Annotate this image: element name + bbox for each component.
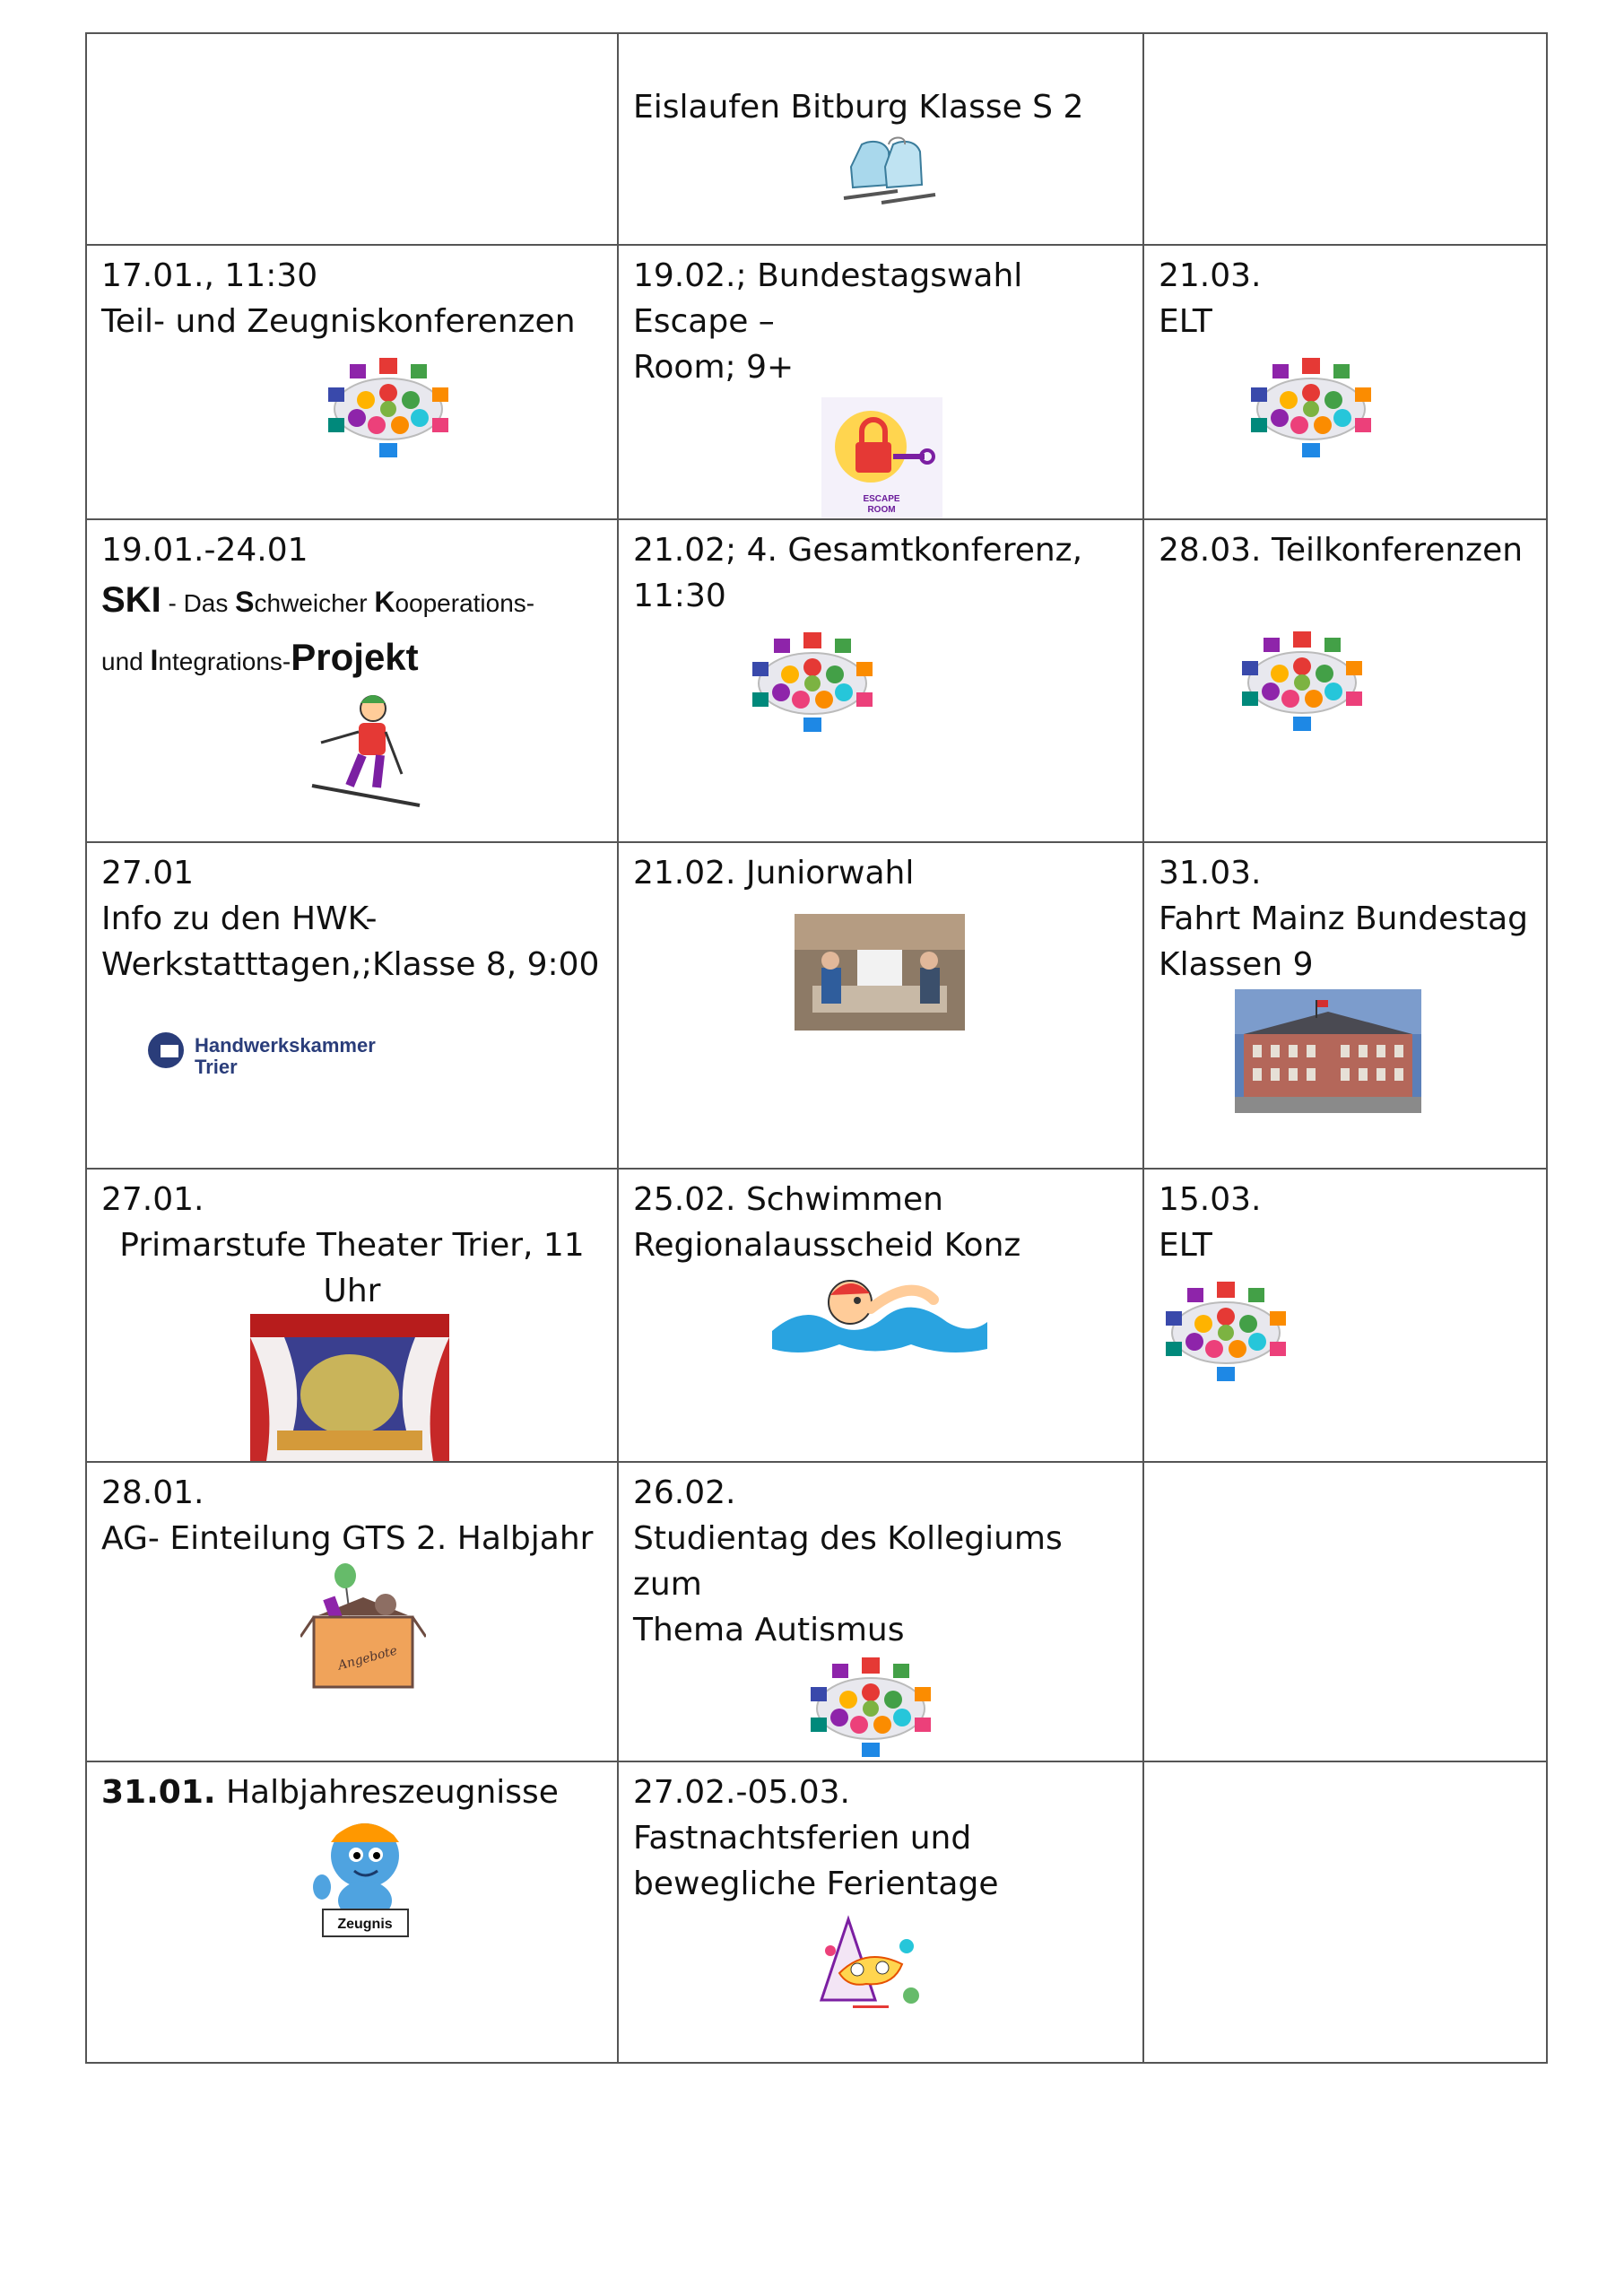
ski-projekt: Projekt	[291, 636, 419, 678]
cell-elt	[1143, 245, 1547, 519]
ski-pre: - Das	[161, 589, 236, 617]
event-date: 17.01., 11:30	[101, 257, 318, 294]
event-date-title: 21.02. Juniorwahl	[633, 855, 915, 891]
event-title: Halbjahreszeugnisse	[215, 1774, 559, 1811]
box-label: Angebote	[336, 1643, 399, 1674]
ski-word: chweicher	[254, 589, 375, 617]
event-title: ELT	[1159, 1227, 1212, 1264]
cell-empty	[1143, 1761, 1547, 2063]
ski-word: ooperations-	[395, 589, 535, 617]
event-title: AG- Einteilung GTS 2. Halbjahr	[101, 1520, 594, 1557]
ice-skates-icon	[835, 135, 942, 225]
event-date-title: 25.02. Schwimmen	[633, 1181, 943, 1218]
cell-ag-einteilung	[86, 1462, 618, 1761]
swimmer-icon	[768, 1268, 992, 1358]
ski-letter: I	[150, 644, 159, 676]
cell-ski-projekt	[86, 519, 618, 842]
skier-icon	[303, 689, 429, 814]
carnival-mask-icon	[803, 1910, 938, 2018]
event-title: ELT	[1159, 303, 1212, 340]
conference-table-icon	[321, 353, 456, 461]
table-row	[86, 1462, 1547, 1761]
event-title: Studientag des Kollegiums zum	[633, 1520, 1063, 1603]
conference-table-icon	[1244, 353, 1378, 461]
landtag-building-icon	[1235, 989, 1421, 1113]
cell-elt-2	[1143, 1169, 1547, 1462]
cell-fahrt-mainz	[1143, 842, 1547, 1169]
cell-fastnachtsferien	[618, 1761, 1143, 2063]
event-title: Fastnachtsferien und	[633, 1820, 972, 1857]
toy-box-icon	[300, 1561, 426, 1696]
event-date: 31.03.	[1159, 855, 1262, 891]
cell-zeugniskonferenzen	[86, 245, 618, 519]
event-title: Fahrt Mainz Bundestag	[1159, 900, 1529, 937]
event-title-continued: Room; 9+	[633, 349, 795, 386]
event-date-title	[101, 1770, 603, 1815]
event-date-title: 19.02.; Bundestagswahl Escape –	[633, 257, 1023, 340]
table-row	[86, 842, 1547, 1169]
escape-room-icon	[821, 397, 942, 518]
event-title: Eislaufen Bitburg Klasse S 2	[633, 89, 1084, 126]
cell-theater	[86, 1169, 618, 1462]
event-title: Info zu den HWK-	[101, 900, 378, 937]
logo-text: Handwerkskammer	[195, 1034, 376, 1057]
event-date: 27.01	[101, 855, 195, 891]
table-row	[86, 33, 1547, 245]
event-title: Teil- und Zeugniskonferenzen	[101, 303, 576, 340]
event-title-continued: Klassen 9	[1159, 946, 1314, 983]
cell-teilkonferenzen	[1143, 519, 1547, 842]
event-title-continued: Regionalausscheid Konz	[633, 1227, 1021, 1264]
cell-empty	[1143, 33, 1547, 245]
theater-stage-icon	[250, 1314, 449, 1461]
event-date-title: 28.03. Teilkonferenzen	[1159, 532, 1524, 569]
cell-eislaufen	[618, 33, 1143, 245]
event-title-continued: Werkstatttagen,;Klasse 8, 9:00	[101, 946, 600, 983]
icon-caption: ESCAPE	[863, 494, 900, 504]
event-date: 19.01.-24.01	[101, 532, 308, 569]
ski-project-title	[101, 573, 603, 689]
cell-studientag	[618, 1462, 1143, 1761]
ski-abbr: SKI	[101, 580, 161, 620]
cell-empty	[1143, 1462, 1547, 1761]
cell-hwk	[86, 842, 618, 1169]
event-time: 11:30	[633, 578, 726, 614]
cell-empty	[86, 33, 618, 245]
table-row	[86, 1169, 1547, 1462]
ski-word: ntegrations-	[158, 648, 291, 675]
event-date-title: 21.02; 4. Gesamtkonferenz,	[633, 532, 1083, 569]
table-row	[86, 245, 1547, 519]
conference-table-icon	[803, 1653, 938, 1761]
calendar-table	[85, 32, 1548, 2064]
cell-gesamtkonferenz	[618, 519, 1143, 842]
conference-table-icon	[745, 628, 880, 735]
cell-halbjahreszeugnisse	[86, 1761, 618, 2063]
event-date: 27.01.	[101, 1181, 204, 1218]
conference-table-icon	[1159, 1277, 1293, 1385]
table-row	[86, 1761, 1547, 2063]
event-date: 27.02.-05.03.	[633, 1774, 850, 1811]
cell-escape-room	[618, 245, 1143, 519]
event-title-continued: Thema Autismus	[633, 1612, 905, 1648]
ski-letter: S	[235, 586, 255, 618]
cell-schwimmen	[618, 1169, 1143, 1462]
sign-text: Zeugnis	[337, 1917, 393, 1932]
event-date: 21.03.	[1159, 257, 1262, 294]
cell-juniorwahl	[618, 842, 1143, 1169]
logo-text: Trier	[195, 1056, 238, 1078]
report-card-mascot-icon	[300, 1815, 426, 1941]
event-title-continued: Uhr	[323, 1273, 381, 1309]
event-date: 28.01.	[101, 1474, 204, 1511]
ski-letter: K	[374, 586, 395, 618]
icon-caption: ROOM	[867, 505, 896, 515]
event-date: 26.02.	[633, 1474, 736, 1511]
event-date: 15.03.	[1159, 1181, 1262, 1218]
conference-table-icon	[1235, 627, 1369, 735]
hwk-logo-icon	[141, 1014, 410, 1095]
voting-photo-icon	[795, 914, 965, 1031]
event-title: Primarstufe Theater Trier, 11	[119, 1227, 585, 1264]
event-title-continued: bewegliche Ferientage	[633, 1866, 999, 1902]
ski-word: und	[101, 648, 151, 675]
event-date: 31.01.	[101, 1774, 216, 1811]
table-row	[86, 519, 1547, 842]
